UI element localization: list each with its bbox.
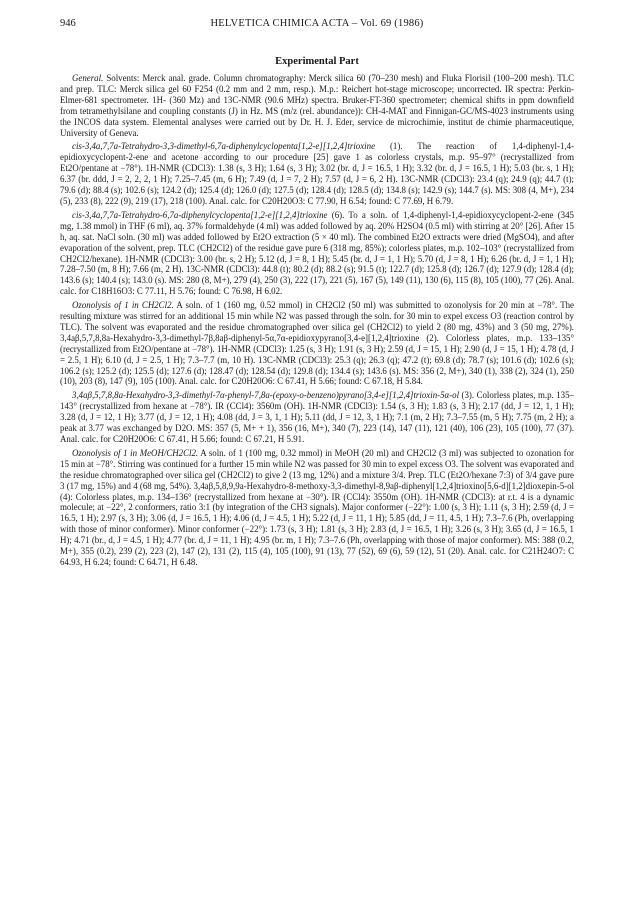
journal-page bbox=[60, 18, 574, 571]
paragraph-compound-1 bbox=[60, 141, 574, 206]
paragraph-runin: Ozonolysis of 1 in CH2Cl2. bbox=[72, 300, 174, 311]
section-title: Experimental Part bbox=[275, 56, 359, 67]
paragraph-runin: cis-3,4a,7,7a-Tetrahydro-3,3-dimethyl-6,7a-diphenylcyclopenta[1,2-e][1,2,4]trioxine bbox=[72, 141, 376, 152]
paragraph-runin: Ozonolysis of 1 in MeOH/CH2Cl2. bbox=[72, 447, 199, 458]
paragraph-ozonolysis-ch2cl2 bbox=[60, 300, 574, 387]
paragraph-text: Solvents: Merck anal. grade. Column chromatography: Merck silica 60 (70–230 mesh) and Fluka Florisil (100–200 mesh). TLC and prep. TLC: Merck silica gel 60 F254 (0.2 mm and 2 mm, resp.). M.p.: Reichert hot-stage microscope; uncorrected. IR spectra: Perkin-Elmer-681 spectrometer. 1H- (360 Mz) and 13C-NMR (90.6 MHz) spectra. Bruker-FT-360 spectrometer; chemical shifts in ppm downfield from tetramethylsilane and coupling constants (J) in Hz. MS (m/z (rel. abundance)): CH-4-MAT and Finnigan-GC/MS-4023 instruments using the INCOS data system. Elemental analyses were carried out by Dr. H. J. Eder, service de microchimie, institut de chimie pharmaceutique, University of Geneva. bbox=[60, 73, 574, 138]
paragraph-runin: cis-3,4a,7,7a-Tetrahydro-6,7a-diphenylcyclopenta[1,2-e][1,2,4]trioxine bbox=[72, 209, 328, 220]
paragraph-text: A soln. of 1 (160 mg, 0.52 mmol) in CH2Cl2 (50 ml) was submitted to ozonolysis for 20 min at −78°. The resulting mixture was stirred for an additional 15 min while N2 was passed through the soln. for 30 min to expel excess O3 (reaction control by TLC). The solvent was evaporated and the residue chromatographed over silica gel (CH2Cl2) to yield 2 (80 mg, 43%) and 3 (50 mg, 27%). 3,4aβ,5,7,8,8a-Hexahydro-3,3-dimethyl-7β,8aβ-diphenyl-5α,7α-epidioxypyrano[3,4-e][1,2,4]trioxine (2). Colorless plates, m.p. 133–135° (recrystallized from Et2O/pentane at −78°). 1H-NMR (CDCl3): 1.25 (s, 3 H); 1.91 (s, 3 H); 2.59 (d, J = 15, 1 H); 2.90 (d, J = 15, 1 H); 4.78 (d, J = 2.5, 1 H); 6.10 (d, J = 2.5, 1 H); 7.3–7.7 (m, 10 H). 13C-NMR (CDCl3): 25.3 (q); 26.3 (q); 47.2 (t); 69.8 (d); 78.7 (s); 101.6 (d); 102.6 (s); 106.2 (s); 125.2 (d); 125.5 (d); 127.6 (d); 128.47 (d); 128.54 (d); 129.8 (d); 134.4 (s); 143.6 (s). MS: 356 (2, M+), 340 (1), 338 (2), 324 (1), 250 (10), 203 (8), 147 (9), 105 (100). Anal. calc. for C20H20O6: C 67.41, H 5.66; found: C 67.18, H 5.84. bbox=[60, 300, 575, 387]
paragraph-runin: General. bbox=[72, 73, 104, 83]
paragraph-text: (3). Colorless plates, m.p. 135–143° (recrystallized from hexane at −78°). IR (CCl4): 3560m (OH). 1H-NMR (CDCl3): 1.54 (s, 3 H); 1.83 (s, 3 H); 2.17 (dd, J = 12, 1, 1 H); 3.28 (d, J = 12, 1 H); 3.77 (d, J = 12, 1 H); 4.08 (dd, J = 3, 1, 1 H); 5.11 (dd, J = 12, 3, 1 H); 7.1 (m, 2 H); 7.3–7.55 (m, 5 H); 7.75 (m, 2 H); a peak at 3.77 was exchanged by D2O. MS: 357 (5, M+ + 1), 356 (16, M+), 340 (7), 223 (14), 147 (11), 121 (40), 106 (23), 105 (100), 77 (37). Anal. calc. for C20H20O6: C 67.41, H 5.66; found: C 67.21, H 5.91. bbox=[60, 390, 574, 444]
paragraph-text: (6). To a soln. of 1,4-diphenyl-1,4-epidioxycyclopent-2-ene (345 mg, 1.38 mmol) in THF (6 ml), aq. 37% formaldehyde (4 ml) was added followed by aq. 20% H2SO4 (0.5 ml) with stirring at 20° [26]. After 15 h, aq. sat. NaCl soln. (30 ml) was added followed by Et2O extraction (5 × 40 ml). The combined Et2O extracts were dried (MgSO4), and after evaporation of the solvent, prep. TLC (CH2Cl2) of the residue gave pure 6 (318 mg, 85%); colorless plates, m.p. 102–103° (recrystallized from CH2Cl2/hexane). 1H-NMR (CDCl3): 3.00 (br. s, 2 H); 5.12 (d, J = 8, 1 H); 5.45 (br. d, J = 1, 1 H); 5.70 (d, J = 8, 1 H); 6.26 (br. d, J = 1, 1 H); 7.28–7.50 (m, 8 H); 7.66 (m, 2 H). 13C-NMR (CDCl3): 44.8 (t); 80.2 (d); 88.2 (s); 91.5 (t); 122.7 (d); 125.8 (d); 126.7 (d); 127.9 (d); 128.4 (d); 143.6 (s); 140.4 (s); 143.0 (s). MS: 280 (8, M+), 279 (4), 250 (3), 222 (17), 221 (5), 167 (5), 149 (11), 130 (6), 115 (8), 105 (100), 77 (26). Anal. calc. for C18H16O3: C 77.11, H 5.76; found: C 76.98, H 6.02. bbox=[60, 209, 574, 297]
paragraph-text: (1). The reaction of 1,4-diphenyl-1,4-epidioxycyclopent-2-ene and acetone according to our procedure [25] gave 1 as colorless crystals, m.p. 95–97° (recrystallized from Et2O/pentane at −78°). 1H-NMR (CDCl3): 1.38 (s, 3 H); 1.64 (s, 3 H); 3.02 (br. d, J = 16.5, 1 H); 3.32 (br. d, J = 16.5, 1 H); 5.03 (br. s, 1 H); 6.37 (br. ddd, J = 2, 2, 2, 1 H); 7.25–7.45 (m, 6 H); 7.49 (d, J = 7, 2 H); 7.57 (d, J = 6, 2 H). 13C-NMR (CDCl3): 23.4 (q); 24.9 (q); 44.7 (t); 79.6 (d); 88.4 (s); 102.6 (s); 124.2 (d); 125.4 (d); 126.0 (d); 127.5 (d); 128.4 (d); 128.5 (d); 134.8 (s); 142.9 (s); 144.7 (s). MS: 308 (4, M+), 234 (5), 233 (8), 222 (9), 219 (17), 218 (100). Anal. calc. for C20H20O3: C 77.90, H 6.54; found: C 77.69, H 6.79. bbox=[60, 141, 574, 206]
paragraph-compound-6 bbox=[60, 210, 574, 297]
paragraph-general bbox=[60, 73, 574, 138]
paragraph-ozonolysis-meoh bbox=[60, 448, 574, 568]
paragraph-compound-3 bbox=[60, 390, 574, 445]
paragraph-text: A soln. of 1 (100 mg, 0.32 mmol) in MeOH (20 ml) and CH2Cl2 (3 ml) was subjected to ozonation for 15 min at −78°. Stirring was continued for a further 15 min while N2 was passed for 30 min to expel excess O3. The solvent was evaporated and the residue chromatographed over silica gel (CH2Cl2) to give 2 (13 mg, 12%) and a mixture 3/4. Prep. TLC (Et2O/hexane 7:3) of 3/4 gave pure 3 (17 mg, 15%) and 4 (68 mg, 54%). 3,4aβ,5,8,9,9a-Hexahydro-8-methoxy-3,3-dimethyl-8,9aβ-diphenyl[1,2,4]trioxino[5,6-d][1,2]dioxepin-5-ol (4): Colorless plates, m.p. 134–136° (recrystallized from hexane at −30°). IR (CCl4): 3550m (OH). 1H-NMR (CDCl3): at r.t. 4 is a dynamic molecule; at −22°, 2 conformers, ratio 3:1 (by integration of the CH3 signals). Major conformer (−22°): 1.00 (s, 3 H); 1.11 (s, 3 H); 2.59 (d, J = 16.5, 1 H); 2.97 (s, 3 H); 3.06 (d, J = 16.5, 1 H); 4.06 (d, J = 4.5, 1 H); 5.22 (d, J = 11, 1 H); 5.85 (dd, J = 11, 4.5, 1 H); 7.3–7.6 (Ph, overlapping with those of minor conformer). Minor conformer (−22°): 1.73 (s, 3 H); 1.81 (s, 3 H); 2.83 (d, J = 16.5, 1 H); 3.26 (s, 3 H); 3.65 (d, J = 16.5, 1 H); 4.71 (br., d, J = 4.5, 1 H); 4.77 (br. d, J = 11, 1 H); 4.95 (br. m, 1 H); 7.3–7.6 (Ph, overlapping with those of major conformer). MS: 388 (0.2, M+), 355 (0.2), 239 (2), 223 (2), 147 (2), 131 (2), 115 (4), 105 (100), 91 (13), 77 (52), 69 (6), 59 (12), 51 (20). Anal. calc. for C21H24O7: C 64.93, H 6.24; found: C 64.71, H 6.48. bbox=[60, 447, 574, 567]
journal-title: HELVETICA CHIMICA ACTA – Vol. 69 (1986) bbox=[210, 18, 424, 29]
running-head bbox=[60, 18, 574, 34]
page-number: 946 bbox=[60, 18, 76, 29]
paragraph-runin: 3,4aβ,5,7,8,8a-Hexahydro-3,3-dimethyl-7α-phenyl-7,8a-(epoxy-o-benzeno)pyrano[3,4-e][1,2,4]trioxin-5α-ol bbox=[72, 390, 460, 401]
